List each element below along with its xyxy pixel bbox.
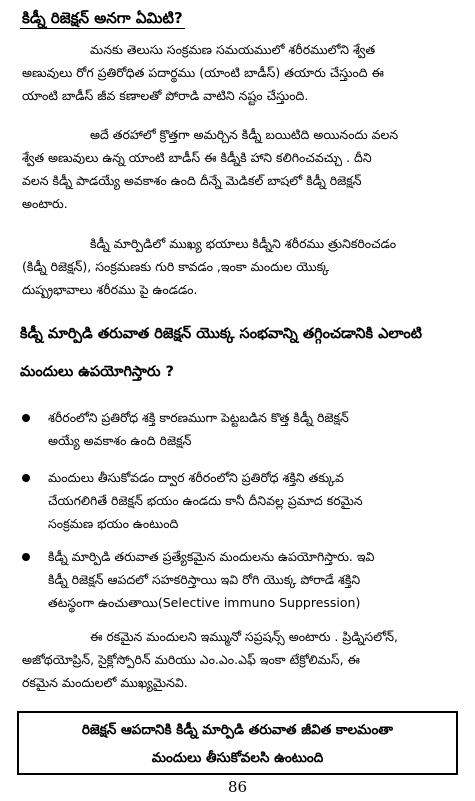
paragraph-line: వలన కిడ్నీ పాడయ్యే అవకాశం ఉంది దీన్నే మెడికల్ బాషలో కిడ్నీ రిజెక్షన్ xyxy=(22,173,362,188)
bullet-dot xyxy=(22,553,30,561)
bullet-item-3 xyxy=(22,545,462,617)
paragraph-3 xyxy=(22,232,458,301)
page-title: కిడ్నీ రిజెక్షన్ అనగా ఏమిటి? xyxy=(22,9,183,27)
paragraph-line: శ్వేత అణువులు ఉన్న యాంటి బాడీస్ ఈ కిడ్నీకి హాని కలిగించవచ్చు . దీని xyxy=(22,150,372,165)
paragraph-line: అంటారు. xyxy=(22,196,68,211)
highlight-line: రిజెక్షన్ ఆపదానికి కిడ్నీ మార్పిడి తరువాత జీవిత కాలమంతా xyxy=(81,722,394,738)
paragraph-line: ఈ రకమైన మందులని ఇమ్మునో సప్రషన్స్ అంటారు . ప్రిడ్నిసలోన్, xyxy=(90,629,398,644)
paragraph-2 xyxy=(22,123,458,215)
bullet-line: అయ్యే అవకాశం ఉంది రిజెక్షన్ xyxy=(48,433,192,448)
bullet-line: శరీరంలోని ప్రతిరోధ శక్తి కారణముగా పెట్టబడిన కొత్త కిడ్నీ రిజెక్షన్ xyxy=(48,410,349,425)
paragraph-line: మనకు తెలుసు సంక్రమణ సమయములో శరీరములోని శ్వేత xyxy=(90,42,376,57)
page-number: 86 xyxy=(227,778,248,796)
paragraph-line: అదే తరహాలో క్రొత్తగా అమర్చిన కిడ్నీ బయిటిది అయినందు వలన xyxy=(90,127,399,142)
paragraph-line: అజోథయోప్రిన్, సైక్లోస్పోరిన్ మరియు ఎం.ఎం.ఎఫ్ ఇంకా టేక్రోలిమస్, ఈ xyxy=(22,652,360,667)
title-block xyxy=(20,8,185,29)
highlight-line: మందులు తీసుకోవలసి ఉంటుంది xyxy=(151,750,324,766)
bullet-line: కిడ్నీ రిజెక్షన్ ఆపదలో సహకరిస్తాయి ఇవి రోగి యొక్క పోరాడే శక్తిని xyxy=(48,572,361,587)
section-heading-line-2: మందులు ఉపయోగిస్తారు ? xyxy=(20,364,174,380)
bullet-line: తటస్థంగా ఉంచుతాయి(Selective immuno Suppression) xyxy=(48,595,361,610)
paragraph-line: అణువులు రోగ ప్రతిరోధిత పదార్థము (యాంటి బాడీస్) తయారు చేస్తుంది ఈ xyxy=(22,65,384,80)
bullet-dot xyxy=(22,414,30,422)
bullet-item-2 xyxy=(22,466,462,538)
paragraph-line: (కిడ్నీ రిజెక్షన్), సంక్రమణకు గురి కావడం ,ఇంకా మందుల యొక్క xyxy=(22,259,330,274)
bullet-item-1 xyxy=(22,406,462,456)
paragraph-1 xyxy=(22,38,458,107)
bullet-line: సంక్రమణ భయం ఉంటుంది xyxy=(48,516,179,531)
section-heading-line-1: కిడ్నీ మార్పిడి తరువాత రిజెక్షన్ యొక్క సంభవాన్ని తగ్గించడానికి ఎలాంటి xyxy=(20,326,422,342)
paragraph-4 xyxy=(22,625,458,694)
paragraph-line: రకమైన మందులలో ముఖ్యమైనవి. xyxy=(22,675,188,690)
paragraph-line: కిడ్నీ మార్పిడిలో ముఖ్య భయాలు కిడ్నీని శరీరము త్రునికరించడం xyxy=(90,236,397,251)
highlight-box xyxy=(17,711,458,775)
paragraph-line: యాంటి బాడీస్ జీవ కణాలతో పోరాడి వాటిని నష్టం చేస్తుంది. xyxy=(22,88,309,103)
bullet-line: మందులు తీసుకోవడం ద్వార శరీరంలోని ప్రతిరోధ శక్తిని తక్కువ xyxy=(48,470,344,485)
paragraph-line: దుష్ప్రభావాలు శరీరము పై ఉండడం. xyxy=(22,282,198,297)
bullet-line: చేయగలిగితే రిజెక్షన్ భయం ఉండదు కానీ దీనివల్ల ప్రమాద కరమైన xyxy=(48,493,363,508)
bullet-line: కిడ్నీ మార్పిడి తరువాత ప్రత్యేకమైన మందులను ఉపయోగిస్తారు. ఇవి xyxy=(48,549,375,564)
bullet-dot xyxy=(22,474,30,482)
